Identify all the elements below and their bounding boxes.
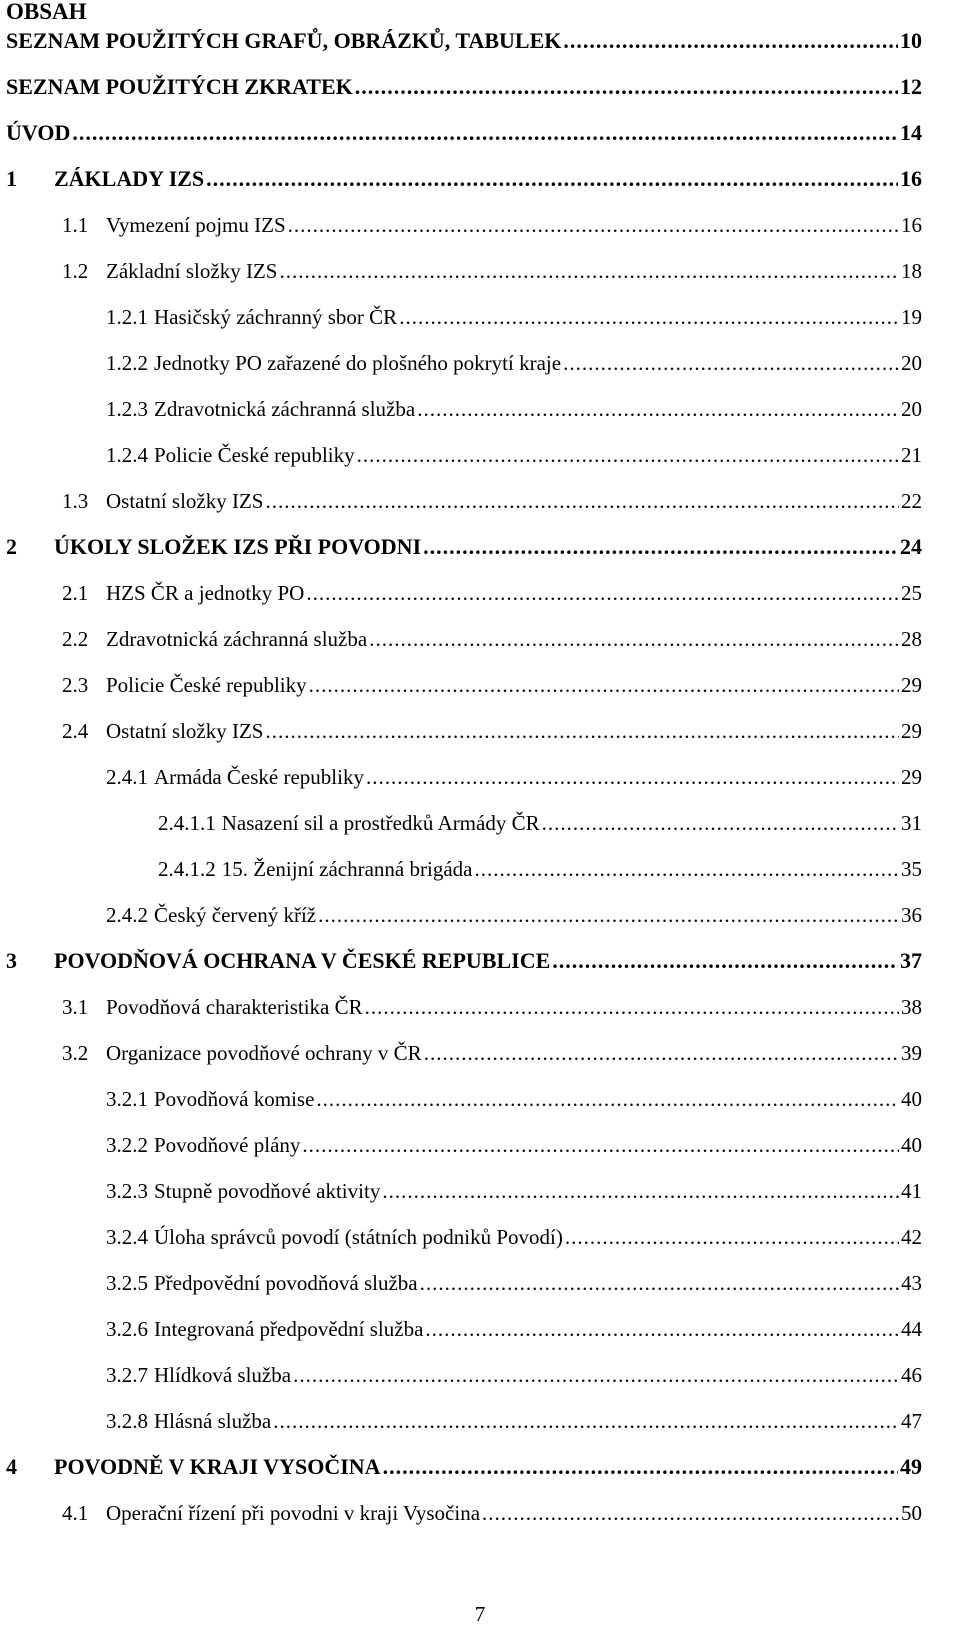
toc-entry-page: 25 <box>901 581 922 605</box>
toc-entry-page: 18 <box>901 259 922 283</box>
toc-entry-title: ÚVOD <box>6 120 71 145</box>
toc-entry-number: 2.4.1 <box>106 765 148 789</box>
toc-entry[interactable] <box>106 1268 922 1298</box>
toc-entry-title: Hasičský záchranný sbor ČR <box>154 305 398 329</box>
toc-dot-leader <box>288 210 899 240</box>
toc-dot-leader <box>302 1130 899 1160</box>
toc-dot-leader <box>366 762 899 792</box>
toc-entry-page: 16 <box>901 213 922 237</box>
toc-dot-leader <box>318 900 899 930</box>
toc-entry-page: 43 <box>901 1271 922 1295</box>
toc-entry-page: 29 <box>901 673 922 697</box>
toc-entry-title: SEZNAM POUŽITÝCH ZKRATEK <box>6 74 353 99</box>
toc-entry-number: 3.2.2 <box>106 1133 148 1157</box>
toc-dot-leader <box>206 164 898 194</box>
toc-entry-title: Jednotky PO zařazené do plošného pokrytí kraje <box>154 351 562 375</box>
toc-dot-leader <box>306 578 899 608</box>
toc-entry[interactable] <box>6 946 922 976</box>
toc-entry[interactable] <box>62 670 922 700</box>
toc-entry-page: 40 <box>901 1087 922 1111</box>
toc-entry-number: 1.3 <box>62 489 89 513</box>
toc-entry-number: 1.2.1 <box>106 305 148 329</box>
toc-entry-title: POVODŇOVÁ OCHRANA V ČESKÉ REPUBLICE <box>54 948 551 973</box>
toc-entry-page: 42 <box>901 1225 922 1249</box>
toc-entry[interactable] <box>62 716 922 746</box>
toc-dot-leader <box>273 1406 899 1436</box>
toc-entry-page: 21 <box>901 443 922 467</box>
toc-entry-number: 3.2.8 <box>106 1409 148 1433</box>
toc-entry-number: 1 <box>6 166 17 191</box>
toc-entry[interactable] <box>6 118 922 148</box>
toc-dot-leader <box>420 1268 899 1298</box>
toc-entry-page: 24 <box>900 534 922 559</box>
toc-entry-page: 20 <box>901 351 922 375</box>
toc-entry-page: 47 <box>901 1409 922 1433</box>
toc-entry[interactable] <box>62 256 922 286</box>
toc-entry-title: Nasazení sil a prostředků Armády ČR <box>221 811 540 835</box>
toc-entry-page: 36 <box>901 903 922 927</box>
toc-entry[interactable] <box>62 624 922 654</box>
toc-entry[interactable] <box>106 1130 922 1160</box>
toc-entry-page: 38 <box>901 995 922 1019</box>
toc-entry-title: Základní složky IZS <box>106 259 278 283</box>
toc-dot-leader <box>423 532 898 562</box>
toc-dot-leader <box>279 256 899 286</box>
toc-entry-title: Stupně povodňové aktivity <box>154 1179 381 1203</box>
toc-entry-number: 2.4.2 <box>106 903 148 927</box>
toc-dot-leader <box>365 992 899 1022</box>
toc-dot-leader <box>563 26 898 56</box>
toc-entry-page: 20 <box>901 397 922 421</box>
toc-entry[interactable] <box>62 992 922 1022</box>
toc-entry-page: 40 <box>901 1133 922 1157</box>
toc-dot-leader <box>552 946 898 976</box>
toc-dot-leader <box>266 716 900 746</box>
toc-entry[interactable] <box>106 302 922 332</box>
toc-entry-number: 4.1 <box>62 1501 89 1525</box>
toc-dot-leader <box>355 72 898 102</box>
toc-entry-title: Hlídková služba <box>154 1363 292 1387</box>
toc-entry-page: 41 <box>901 1179 922 1203</box>
toc-entry-title: Hlásná služba <box>154 1409 272 1433</box>
toc-entry-page: 10 <box>900 28 922 53</box>
toc-entry-page: 29 <box>901 765 922 789</box>
toc-entry-page: 28 <box>901 627 922 651</box>
toc-entry-number: 1.2.2 <box>106 351 148 375</box>
toc-entry-number: 3.2.5 <box>106 1271 148 1295</box>
toc-entry-number: 2.4.1.1 <box>158 811 216 835</box>
toc-entry-title: Český červený kříž <box>154 903 317 927</box>
toc-entry-number: 3.1 <box>62 995 89 1019</box>
toc-entry[interactable] <box>6 532 922 562</box>
toc-entry-number: 1.1 <box>62 213 89 237</box>
toc-entry-page: 35 <box>901 857 922 881</box>
toc-entry[interactable] <box>62 1498 922 1528</box>
toc-entry-title: Organizace povodňové ochrany v ČR <box>106 1041 422 1065</box>
toc-entry[interactable] <box>106 900 922 930</box>
toc-entry[interactable] <box>62 210 922 240</box>
toc-entry-title: HZS ČR a jednotky PO <box>106 581 305 605</box>
toc-entry[interactable] <box>106 1176 922 1206</box>
toc-dot-leader <box>563 348 899 378</box>
toc-entry-title: Policie České republiky <box>154 443 355 467</box>
toc-entry-title: Povodňová charakteristika ČR <box>106 995 363 1019</box>
toc-entry-number: 2.4.1.2 <box>158 857 216 881</box>
toc-entry-page: 46 <box>901 1363 922 1387</box>
toc-entry[interactable] <box>106 762 922 792</box>
toc-entry[interactable] <box>106 394 922 424</box>
toc-dot-leader <box>542 808 899 838</box>
toc-entry-page: 29 <box>901 719 922 743</box>
toc-entry-page: 16 <box>900 166 922 191</box>
toc-entry[interactable] <box>106 440 922 470</box>
toc-entry-number: 3.2.3 <box>106 1179 148 1203</box>
toc-entry-number: 3 <box>6 948 17 973</box>
toc-dot-leader <box>482 1498 899 1528</box>
toc-dot-leader <box>309 670 899 700</box>
toc-entry-title: ZÁKLADY IZS <box>54 166 205 191</box>
toc-entry-number: 2.2 <box>62 627 89 651</box>
toc-entry-page: 31 <box>901 811 922 835</box>
toc-dot-leader <box>383 1452 898 1482</box>
toc-entry[interactable] <box>6 26 922 56</box>
toc-dot-leader <box>425 1314 899 1344</box>
toc-entry[interactable] <box>106 348 922 378</box>
toc-entry-title: Vymezení pojmu IZS <box>106 213 286 237</box>
toc-entry[interactable] <box>158 808 922 838</box>
toc-entry-number: 1.2.4 <box>106 443 148 467</box>
toc-entry[interactable] <box>62 486 922 516</box>
toc-entry[interactable] <box>106 1360 922 1390</box>
toc-entry-page: 39 <box>901 1041 922 1065</box>
toc-entry-title: Ostatní složky IZS <box>106 719 264 743</box>
toc-entry-title: SEZNAM POUŽITÝCH GRAFŮ, OBRÁZKŮ, TABULEK <box>6 28 562 53</box>
toc-dot-leader <box>424 1038 899 1068</box>
toc-entry-title: POVODNĚ V KRAJI VYSOČINA <box>54 1454 381 1479</box>
toc-entry-number: 3.2.7 <box>106 1363 148 1387</box>
toc-dot-leader <box>399 302 899 332</box>
toc-entry[interactable] <box>6 72 922 102</box>
toc-entry-title: Integrovaná předpovědní služba <box>154 1317 424 1341</box>
toc-entry-number: 2.3 <box>62 673 89 697</box>
toc-entry-number: 1.2.3 <box>106 397 148 421</box>
toc-entry-title: ÚKOLY SLOŽEK IZS PŘI POVODNI <box>54 534 422 559</box>
toc-entry-number: 3.2 <box>62 1041 89 1065</box>
toc-entry-page: 44 <box>901 1317 922 1341</box>
toc-entry-page: 19 <box>901 305 922 329</box>
toc-entry-number: 4 <box>6 1454 17 1479</box>
toc-dot-leader <box>382 1176 899 1206</box>
toc-entry-number: 1.2 <box>62 259 89 283</box>
toc-entry[interactable] <box>6 1452 922 1482</box>
toc-entry[interactable] <box>62 1038 922 1068</box>
toc-heading: OBSAH <box>6 0 87 24</box>
toc-entry-page: 49 <box>900 1454 922 1479</box>
toc-dot-leader <box>369 624 899 654</box>
toc-entry-number: 2.1 <box>62 581 89 605</box>
toc-entry-title: Povodňové plány <box>154 1133 301 1157</box>
toc-entry[interactable] <box>62 578 922 608</box>
toc-entry-number: 3.2.1 <box>106 1087 148 1111</box>
toc-dot-leader <box>316 1084 899 1114</box>
toc-entry-page: 12 <box>900 74 922 99</box>
toc-entry[interactable] <box>6 164 922 194</box>
toc-dot-leader <box>474 854 899 884</box>
toc-entry-page: 22 <box>901 489 922 513</box>
toc-entry[interactable] <box>158 854 922 884</box>
toc-entry[interactable] <box>106 1222 922 1252</box>
toc-entry[interactable] <box>106 1084 922 1114</box>
toc-entry-title: Zdravotnická záchranná služba <box>154 397 416 421</box>
toc-entry-number: 3.2.6 <box>106 1317 148 1341</box>
toc-entry-title: Předpovědní povodňová služba <box>154 1271 418 1295</box>
toc-dot-leader <box>565 1222 899 1252</box>
toc-entry-page: 50 <box>901 1501 922 1525</box>
toc-entry[interactable] <box>106 1406 922 1436</box>
toc-entry-title: Povodňová komise <box>154 1087 315 1111</box>
toc-dot-leader <box>357 440 899 470</box>
page-number: 7 <box>474 1602 486 1626</box>
toc-entry-number: 2.4 <box>62 719 89 743</box>
toc-entry-title: Operační řízení při povodni v kraji Vysočina <box>106 1501 481 1525</box>
toc-entry-title: Zdravotnická záchranná služba <box>106 627 368 651</box>
toc-entry-title: Ostatní složky IZS <box>106 489 264 513</box>
toc-entry-page: 14 <box>900 120 922 145</box>
toc-entry[interactable] <box>106 1314 922 1344</box>
toc-entry-title: 15. Ženijní záchranná brigáda <box>221 857 473 881</box>
toc-dot-leader <box>417 394 899 424</box>
toc-entry-title: Úloha správců povodí (státních podniků Povodí) <box>154 1225 563 1249</box>
toc-entry-page: 37 <box>900 948 922 973</box>
toc-entry-title: Policie České republiky <box>106 673 307 697</box>
toc-entry-title: Armáda České republiky <box>154 765 364 789</box>
toc-entry-number: 3.2.4 <box>106 1225 148 1249</box>
toc-entry-number: 2 <box>6 534 17 559</box>
toc-dot-leader <box>266 486 900 516</box>
toc-dot-leader <box>72 118 898 148</box>
toc-dot-leader <box>293 1360 899 1390</box>
